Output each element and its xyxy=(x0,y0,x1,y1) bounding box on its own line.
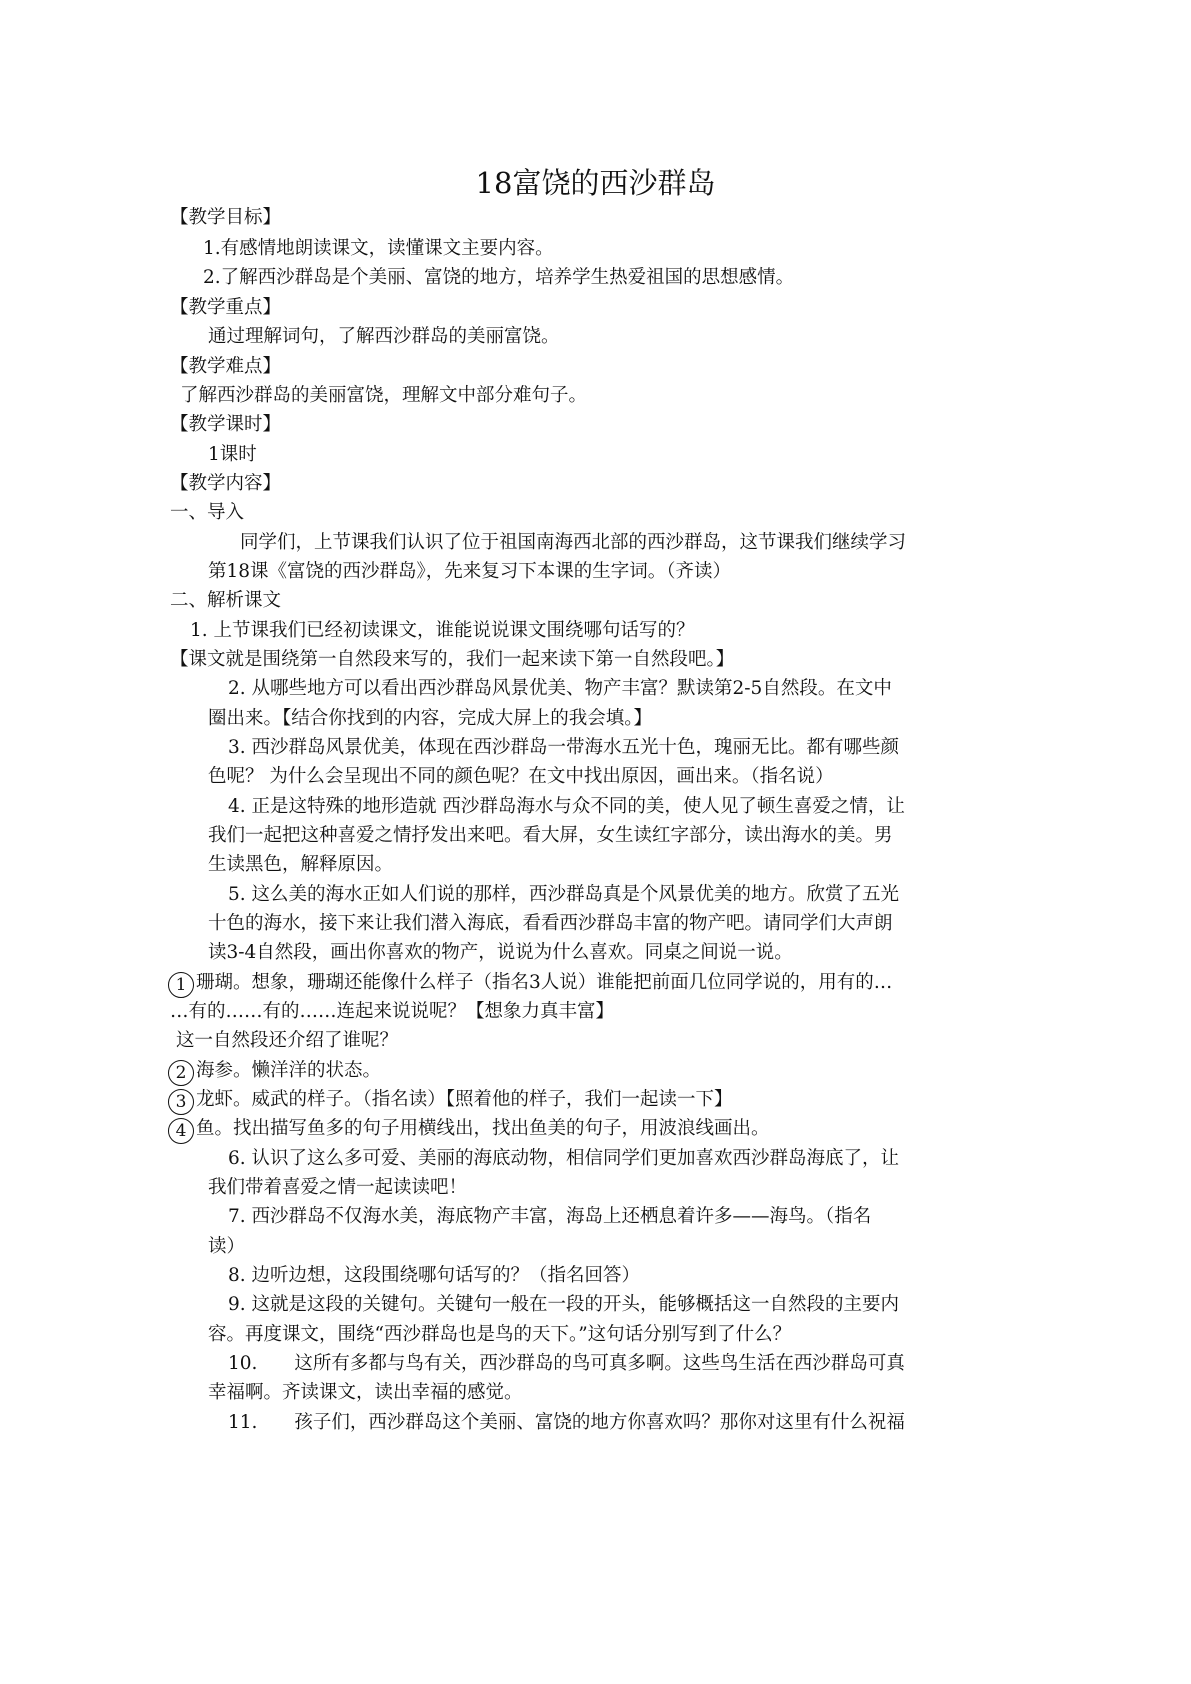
heading-teaching-difficulty: 【教学难点】 xyxy=(170,356,282,377)
text-line: 【课文就是围绕第一自然段来写的，我们一起来读下第一自然段吧。】 xyxy=(170,649,735,670)
text-line: 11. 孩子们，西沙群岛这个美丽、富饶的地方你喜欢吗？那你对这里有什么祝福 xyxy=(228,1412,905,1433)
text-line: 8. 边听边想，这段围绕哪句话写的？（指名回答） xyxy=(228,1265,641,1286)
section-heading-analysis: 二、解析课文 xyxy=(170,590,282,611)
text-line: 5. 这么美的海水正如人们说的那样，西沙群岛真是个风景优美的地方。欣赏了五光 xyxy=(228,884,900,905)
list-item xyxy=(168,1086,733,1115)
text-line: 同学们，上节课我们认识了位于祖国南海西北部的西沙群岛，这节课我们继续学习 xyxy=(240,532,907,553)
text-line: 9. 这就是这段的关键句。关键句一般在一段的开头，能够概括这一自然段的主要内 xyxy=(228,1294,900,1315)
text-line: 3. 西沙群岛风景优美，体现在西沙群岛一带海水五光十色，瑰丽无比。都有哪些颜 xyxy=(228,737,900,758)
text-line: 10. 这所有多都与鸟有关，西沙群岛的鸟可真多啊。这些鸟生活在西沙群岛可真 xyxy=(228,1353,905,1374)
text-line: 十色的海水，接下来让我们潜入海底，看看西沙群岛丰富的物产吧。请同学们大声朗 xyxy=(208,913,893,934)
heading-teaching-content: 【教学内容】 xyxy=(170,473,282,494)
text-line: 圈出来。【结合你找到的内容，完成大屏上的我会填。】 xyxy=(208,708,653,729)
text-line: 2. 从哪些地方可以看出西沙群岛风景优美、物产丰富？默读第2-5自然段。在文中 xyxy=(228,678,892,699)
list-item xyxy=(168,969,892,998)
text-line: 读3-4自然段，画出你喜欢的物产，说说为什么喜欢。同桌之间说一说。 xyxy=(208,942,793,963)
text-line: …有的……有的……连起来说说呢？【想象力真丰富】 xyxy=(170,1001,615,1022)
list-item-text: 鱼。找出描写鱼多的句子用横线出，找出鱼美的句子，用波浪线画出。 xyxy=(196,1118,770,1139)
section-heading-intro: 一、导入 xyxy=(170,502,245,523)
list-item xyxy=(168,1057,381,1086)
text-line: 我们一起把这种喜爱之情抒发出来吧。看大屏，女生读红字部分，读出海水的美。男 xyxy=(208,825,893,846)
heading-teaching-goals: 【教学目标】 xyxy=(170,207,282,228)
text-line: 幸福啊。齐读课文，读出幸福的感觉。 xyxy=(208,1382,523,1403)
heading-teaching-focus: 【教学重点】 xyxy=(170,297,282,318)
circled-number-1: 1 xyxy=(168,972,194,998)
page-title: 18富饶的西沙群岛 xyxy=(475,166,716,200)
text-line: 1课时 xyxy=(208,444,257,465)
text-line: 1.有感情地朗读课文，读懂课文主要内容。 xyxy=(203,238,554,259)
text-line: 读） xyxy=(208,1236,246,1257)
circled-number-2: 2 xyxy=(168,1060,194,1086)
text-line: 4. 正是这特殊的地形造就 西沙群岛海水与众不同的美，使人见了顿生喜爱之情，让 xyxy=(228,796,905,817)
list-item-text: 海参。懒洋洋的状态。 xyxy=(196,1060,382,1081)
text-line: 容。再度课文，围绕“西沙群岛也是鸟的天下。”这句话分别写到了什么？ xyxy=(208,1324,792,1345)
text-line: 这一自然段还介绍了谁呢？ xyxy=(176,1030,399,1051)
text-line: 2.了解西沙群岛是个美丽、富饶的地方，培养学生热爱祖国的思想感情。 xyxy=(203,267,795,288)
text-line: 了解西沙群岛的美丽富饶，理解文中部分难句子。 xyxy=(180,385,588,406)
text-line: 色呢？ 为什么会呈现出不同的颜色呢？在文中找出原因，画出来。（指名说） xyxy=(208,766,834,787)
circled-number-3: 3 xyxy=(168,1089,194,1115)
text-line: 6. 认识了这么多可爱、美丽的海底动物，相信同学们更加喜欢西沙群岛海底了，让 xyxy=(228,1148,900,1169)
text-line: 生读黑色，解释原因。 xyxy=(208,854,394,875)
text-line: 我们带着喜爱之情一起读读吧！ xyxy=(208,1177,468,1198)
list-item-text: 珊瑚。想象，珊瑚还能像什么样子（指名3人说）谁能把前面几位同学说的，用有的… xyxy=(196,972,893,993)
list-item-text: 龙虾。威武的样子。（指名读）【照着他的样子，我们一起读一下】 xyxy=(196,1089,733,1110)
list-item xyxy=(168,1115,770,1144)
circled-number-4: 4 xyxy=(168,1118,194,1144)
heading-class-hours: 【教学课时】 xyxy=(170,414,282,435)
text-line: 通过理解词句，了解西沙群岛的美丽富饶。 xyxy=(208,326,560,347)
text-line: 7. 西沙群岛不仅海水美，海底物产丰富，海岛上还栖息着许多——海鸟。（指名 xyxy=(228,1206,872,1227)
text-line: 1. 上节课我们已经初读课文，谁能说说课文围绕哪句话写的？ xyxy=(190,620,695,641)
text-line: 第18课《富饶的西沙群岛》，先来复习下本课的生字词。（齐读） xyxy=(208,561,732,582)
